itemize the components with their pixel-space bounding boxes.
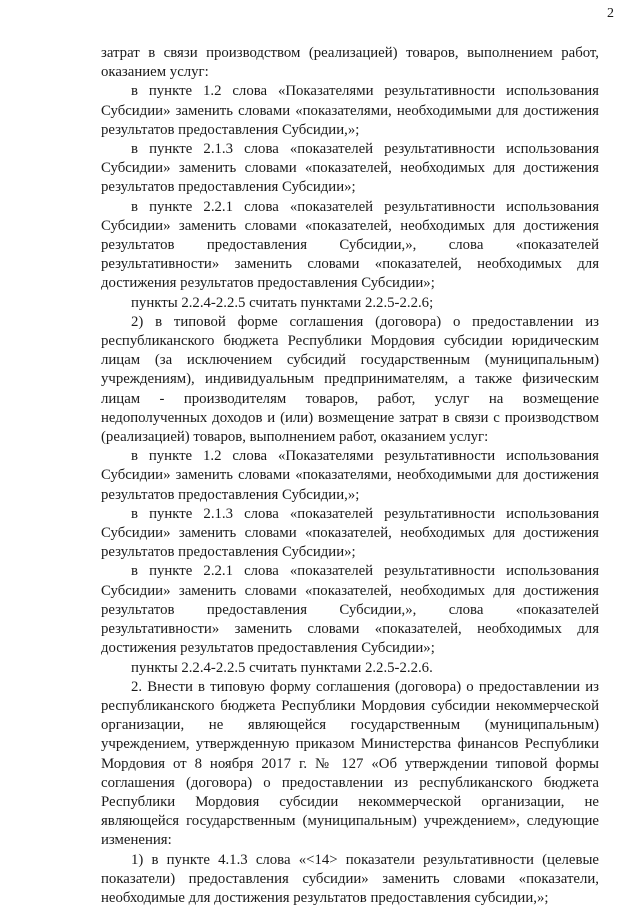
paragraph-section-2: 2. Внести в типовую форму соглашения (договора) о предоставлении из республиканского бюджета Республики Мордовия субсидии некоммерческой организации, не являющейся государственным (муниципальным) учреждением, утвержденную приказом Министерства финансов Республики Мордовия от 8 ноября 2017 г. № 127 «Об утверждении типовой формы соглашения (договора) о предоставлении из республиканского бюджета Республики Мордовия субсидии некоммерческой организации, не являющейся государственным (муниципальным) учреждением», следующие изменения: [101, 678, 599, 849]
paragraph-renumber: пункты 2.2.4-2.2.5 считать пунктами 2.2.5-2.2.6; [131, 294, 434, 311]
paragraph-amend-2-1-3: в пункте 2.1.3 слова «показателей результативности использования Субсидии» заменить словами «показателей, необходимых для достижения результатов предоставления Субсидии»; [101, 141, 599, 196]
page-number: 2 [607, 6, 614, 21]
paragraph-amend-2-1-3-second: в пункте 2.1.3 слова «показателей результативности использования Субсидии» заменить словами «показателей, необходимых для достижения результатов предоставления Субсидии»; [101, 505, 599, 561]
paragraph-amend-4-1-3: 1) в пункте 4.1.3 слова «<14> показатели результативности (целевые показатели) предоставления субсидии» заменить словами «показатели, необходимые для достижения результатов предоставления субсидии,»; [101, 851, 599, 906]
paragraph-amend-1-2: в пункте 1.2 слова «Показателями результативности использования Субсидии» заменить словами «показателями, необходимыми для достижения результатов предоставления Субсидии,»; [101, 83, 599, 138]
paragraph-amend-2-2-1-second: в пункте 2.2.1 слова «показателей результативности использования Субсидии» заменить словами «показателей, необходимых для достижения результатов предоставления Субсидии,», слова «показателей результативности» заменить словами «показателей, необходимых для достижения результатов предоставления Субсидии»; [101, 563, 599, 657]
paragraph-amend-2-2-1: в пункте 2.2.1 слова «показателей результативности использования Субсидии» заменить словами «показателей, необходимых для достижения результатов предоставления Субсидии,», слова «показателей результативности» заменить словами «показателей, необходимых для достижения результатов предоставления Субсидии»; [101, 198, 599, 292]
paragraph-item-2: 2) в типовой форме соглашения (договора) о предоставлении из республиканского бюджета Республики Мордовия субсидии юридическим лицам (за исключением субсидий государственным (муниципальным) учреждениям), индивидуальным предпринимателям, а также физическим лицам - производителям товаров, работ, услуг на возмещение недополученных доходов и (или) возмещение затрат в связи с производством (реализацией) товаров, выполнением работ, оказанием услуг: [101, 313, 599, 446]
paragraph-renumber-second: пункты 2.2.4-2.2.5 считать пунктами 2.2.5-2.2.6. [131, 659, 433, 676]
paragraph-continuation: затрат в связи производством (реализацией) товаров, выполнением работ, оказанием услуг: [101, 45, 599, 81]
paragraph-amend-1-2-second: в пункте 1.2 слова «Показателями результативности использования Субсидии» заменить словами «показателями, необходимыми для достижения результатов предоставления Субсидии,»; [101, 448, 599, 503]
document-body [101, 44, 599, 908]
